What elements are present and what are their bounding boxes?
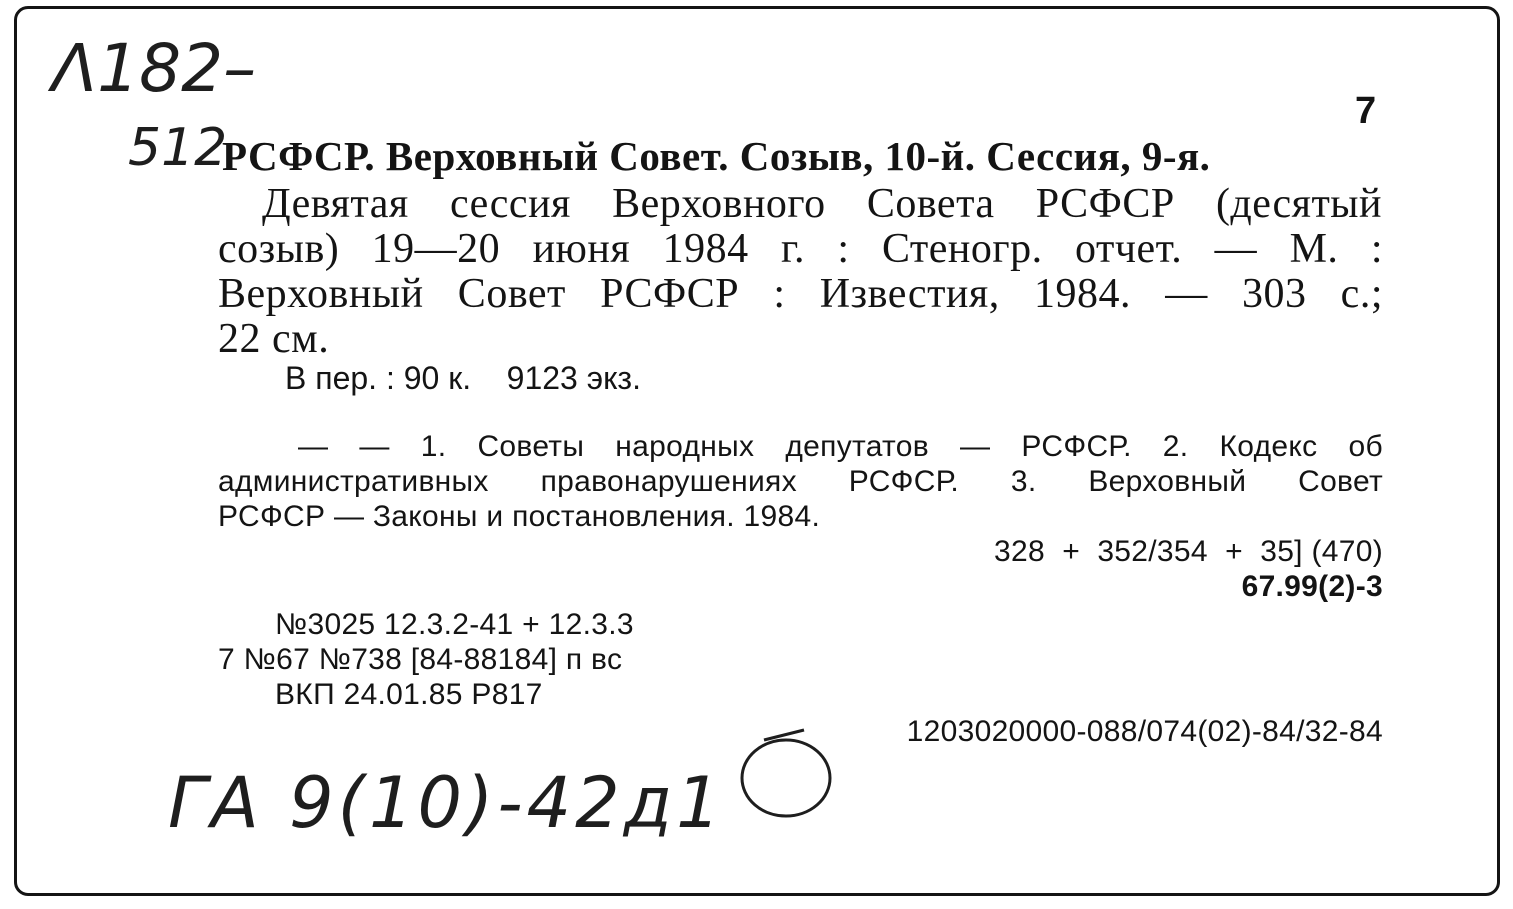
handwritten-number: 512 [128, 118, 228, 178]
publication-code: 1203020000-088/074(02)-84/32-84 [906, 715, 1383, 748]
subject-line-2: административных правонарушениях РСФСР. 3. Верховный Совет [218, 465, 1383, 498]
service-line-2: 7 №67 №738 [84-88184] п вс [218, 643, 623, 676]
classification-udc: 328 + 352/354 + 35] (470) [994, 535, 1383, 568]
title-line-2: созыв) 19—20 июня 1984 г. : Стеногр. отчет. — М. : [218, 226, 1383, 272]
price-line: В пер. : 90 к. 9123 экз. [285, 360, 641, 396]
subject-line-1: — — 1. Советы народных депутатов — РСФСР. 2. Кодекс об [298, 430, 1383, 463]
handwritten-call-number: Λ182– [52, 30, 257, 107]
subject-line-3: РСФСР — Законы и постановления. 1984. [218, 500, 821, 533]
handwritten-shelf-code: ГА 9(10)-42д1 [168, 762, 725, 844]
title-line-3: Верховный Совет РСФСР : Известия, 1984. — 303 с.; [218, 271, 1383, 317]
service-line-1: №3025 12.3.2-41 + 12.3.3 [275, 608, 634, 641]
page-number: 7 [1355, 90, 1377, 132]
circle-stamp [734, 718, 844, 828]
card-heading: РСФСР. Верховный Совет. Созыв, 10-й. Сессия, 9-я. [222, 133, 1211, 179]
title-line-1: Девятая сессия Верховного Совета РСФСР (десятый [262, 181, 1382, 227]
service-line-3: ВКП 24.01.85 Р817 [275, 678, 543, 711]
classification-bbk: 67.99(2)-3 [1241, 570, 1383, 603]
title-line-4: 22 см. [218, 316, 330, 362]
